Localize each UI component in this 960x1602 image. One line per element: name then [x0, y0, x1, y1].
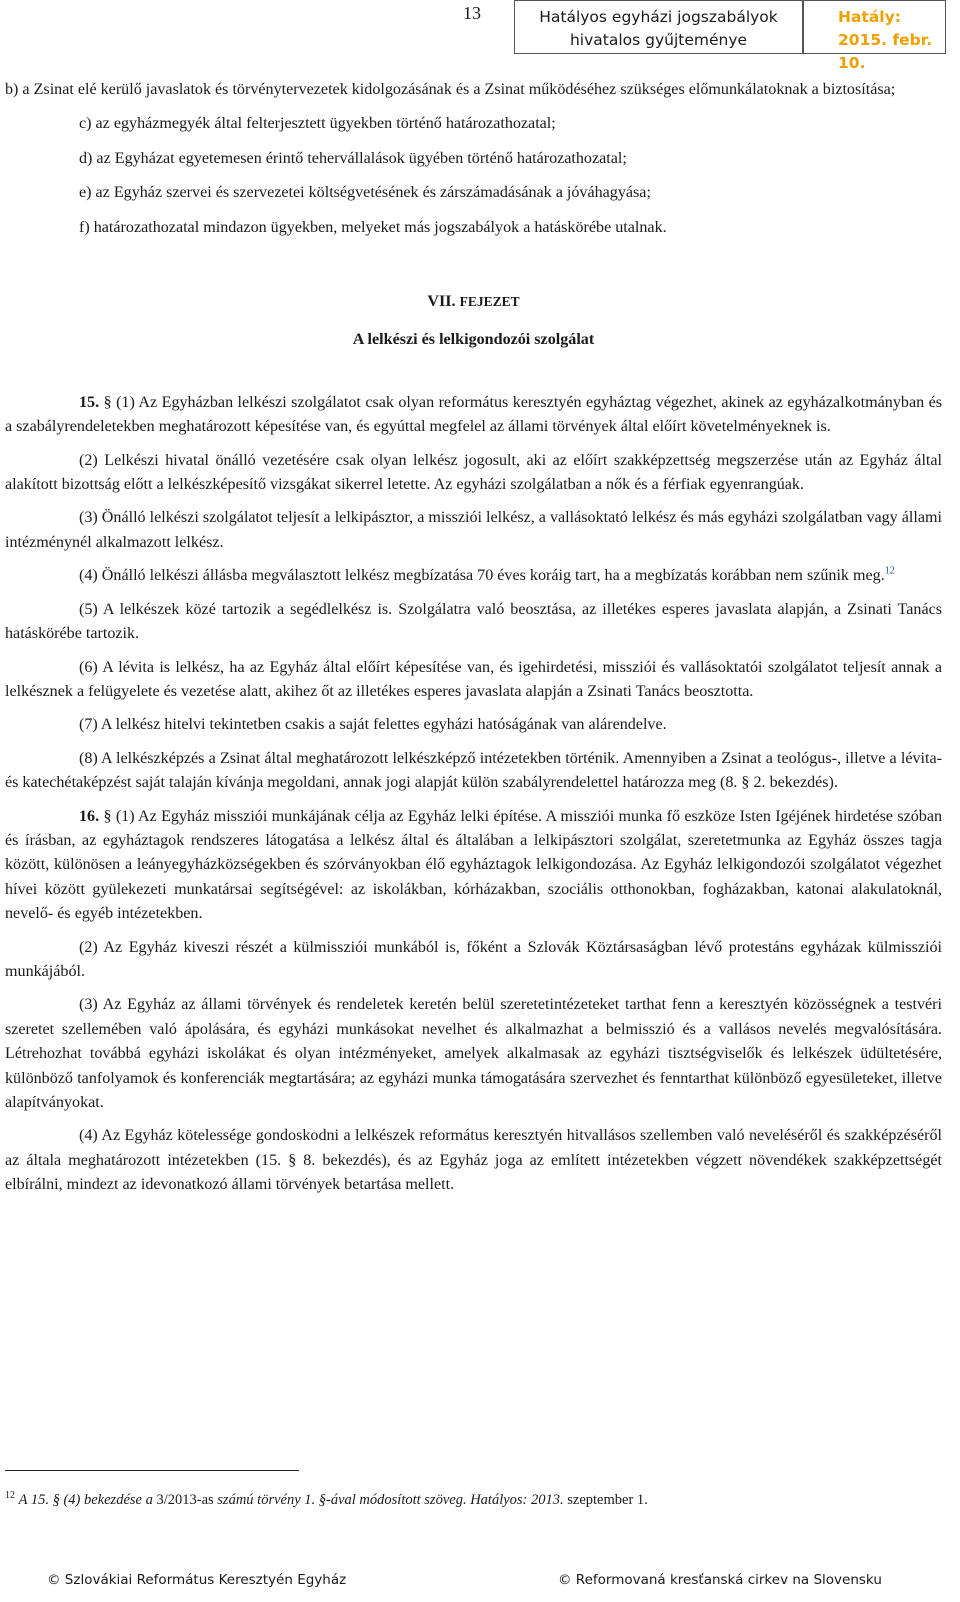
section-15-para-4: [5, 564, 942, 588]
collection-title-line2: hivatalos gyűjteménye: [569, 31, 748, 49]
list-item-d: d) az Egyházat egyetemesen érintő tehervállalások ügyében történő határozathozatal;: [79, 149, 627, 167]
chapter-heading: [5, 290, 942, 314]
chapter-number: VII.: [427, 293, 456, 311]
effective-date: 2015. febr. 10.: [838, 31, 933, 72]
list-item-b: b) a Zsinat elé kerülő javaslatok és törvénytervezetek kidolgozásának és a Zsinat működéséhez szükséges előmunkálatoknak a biztosítása;: [5, 81, 896, 98]
footnote-reference[interactable]: 12: [884, 565, 895, 577]
section-16-para-4: (4) Az Egyház kötelessége gondoskodni a lelkészek református keresztyén hitvallásos szellemben való neveléséről és szakképzéséről az általa meghatározott intézetekben (15. § 8. bekezdés), és az Egyház joga az említett intézetekben végzett növendékek szakképzettségét elbírálni, mindezt az idevonatkozó állami törvények betartása mellett.: [5, 1127, 942, 1194]
footnote: [5, 1486, 942, 1510]
footnote-law-ref: 3/2013-as: [156, 1491, 214, 1508]
section-16-para-1: [5, 805, 942, 927]
list-item-e: e) az Egyház szervei és szervezetei költségvetésének és zárszámadásának a jóváhagyása;: [79, 184, 651, 202]
page-number: 13: [463, 3, 481, 23]
footnote-text-2: számú törvény 1. §-ával módosított szöveg. Hatályos: 2013.: [217, 1491, 564, 1508]
page-header: [0, 0, 960, 72]
chapter-word: FEJEZET: [459, 294, 520, 310]
section-15-para-1-text: (1) Az Egyházban lelkészi szolgálatot csak olyan református keresztyén egyháztag végezhet, akinek az egyházalkotmányban és a szabályrendeletekben meghatározott képesítése van, és egyúttal megfelel az állami törvények által előírt követelményeknek is.: [5, 393, 942, 436]
collection-title-line1: Hatályos egyházi jogszabályok: [539, 8, 778, 26]
chapter-title: A lelkészi és lelkigondozói szolgálat: [352, 331, 595, 349]
section-16-para-3: (3) Az Egyház az állami törvények és rendeletek keretén belül szeretetintézeteket tarthat fenn a keresztyén közösségnek a testvéri szeretet szellemében való ápolására, és egyházi munkásokat nevelhet és alkalmazhat a belmisszió és a vallásos nevelés megvalósítására. Létrehozhat továbbá egyházi iskolákat és olyan intézményeket, amelyek alkalmasak az egyházi tisztségviselők és lelkészek üdültetésére, különböző tanfolyamok és konferenciák megtartására; az egyházi munka támogatására szervezhet és fenntarthat különböző egyesületeket, illetve alapítványokat.: [5, 996, 942, 1111]
section-15-para-6: (6) A lévita is lelkész, ha az Egyház által előírt képesítése van, és igehirdetési, missziói és vallásoktatói szolgálatot teljesít annak a lelkésznek a felügyelete és vezetése alatt, akihez őt az illetékes esperes javaslata alapján a Zsinati Tanács beosztotta.: [5, 658, 942, 700]
section-sign: §: [103, 393, 112, 411]
list-item-c: c) az egyházmegyék által felterjesztett ügyekben történő határozathozatal;: [79, 115, 556, 133]
section-15-para-5: (5) A lelkészek közé tartozik a segédlelkész is. Szolgálatra való beosztása, az illetékes esperes javaslata alapján, a Zsinati Tanács hatáskörébe tartozik.: [5, 600, 942, 643]
list-item-f: f) határozathozatal mindazon ügyekben, melyeket más jogszabályok a hatáskörébe utalnak.: [79, 218, 667, 236]
section-15-para-4-text: (4) Önálló lelkészi állásba megválasztott lelkész megbízatása 70 éves koráig tart, ha a megbízatás korábban nem szűnik meg.: [79, 567, 885, 585]
document-body: [5, 78, 942, 1198]
section-15-number: 15.: [79, 393, 100, 411]
section-15-para-7: (7) A lelkész hitelvi tekintetben csakis a saját felettes egyházi hatóságának van alárendelve.: [79, 716, 667, 734]
section-16-number: 16.: [79, 807, 100, 825]
effective-date-box: [803, 0, 946, 72]
footnote-text-1: A 15. § (4) bekezdése a: [18, 1491, 153, 1508]
section-15-para-3: (3) Önálló lelkészi szolgálatot teljesít a lelkipásztor, a missziói lelkész, a vallásoktató lelkész és más egyházi szolgálatban vagy állami intézménynél alkalmazott lelkész.: [5, 509, 942, 551]
footnote-number: 12: [5, 1490, 15, 1501]
effective-label: Hatály:: [838, 8, 901, 26]
section-15-para-8: (8) A lelkészképzés a Zsinat által meghatározott lelkészképző intézetekben történik. Amennyiben a Zsinat a teológus-, illetve a lévita- és katechétaképzést saját talaján kívánja megoldani, annak jogi alapját külön szabályrendelettel határozza meg (8. § 2. bekezdés).: [5, 749, 942, 792]
section-sign: §: [103, 807, 112, 825]
section-15-para-1: [5, 391, 942, 440]
footnote-text-end: szeptember 1.: [567, 1491, 648, 1508]
section-16-para-1-text: (1) Az Egyház missziói munkájának célja az Egyház lelki építése. A missziói munka fő eszköze Isten Igéjének hirdetése szóban és írásban, az egyháztagok rendszeres látogatása a lelkész által és általában a lelkipásztori szolgálat, szeretetmunka az Egyház összes tagja között, különösen a leányegyházközségekben és szórványokban élő egyháztagok lelkigondozása. Az Egyház lelkigondozói szolgálatot végezhet hívei között gyülekezeti munkatársai segítségével: az iskolákban, kórházakban, szociális otthonokban, fogházakban, katonai alakulatoknál, nevelő- és egyéb intézetekben.: [5, 807, 943, 923]
section-15-para-2: (2) Lelkészi hivatal önálló vezetésére csak olyan lelkész jogosult, aki az előírt szakképzettség megszerzése után az Egyház által alakított bizottság előtt a lelkészképesítő vizsgákat sikerrel letette. Az egyházi szolgálatban a nők és a férfiak egyenrangúak.: [5, 451, 942, 494]
footer-copyright-hu: © Szlovákiai Református Keresztyén Egyház: [47, 1572, 347, 1588]
section-16-para-2: (2) Az Egyház kiveszi részét a külmissziói munkából is, főként a Szlovák Köztársaságban lévő protestáns egyházak külmissziói munkájából.: [5, 938, 942, 980]
footnote-separator: [5, 1470, 299, 1471]
collection-title-box: [514, 0, 803, 54]
footer-copyright-sk: © Reformovaná kresťanská cirkev na Slovensku: [558, 1572, 882, 1588]
